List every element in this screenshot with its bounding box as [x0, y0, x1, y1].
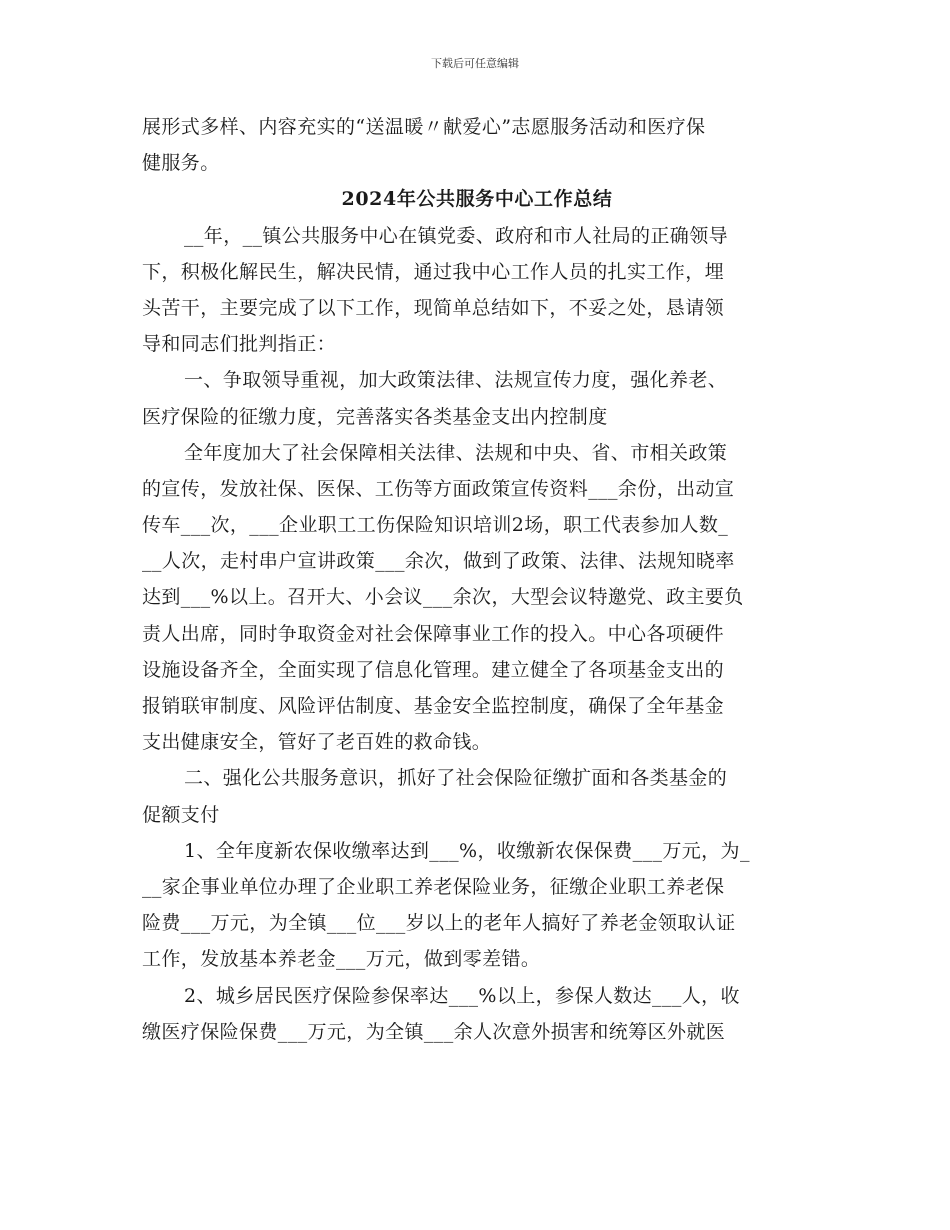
text-line: 促额支付	[142, 803, 220, 826]
page-header: 下载后可任意编辑	[431, 57, 519, 70]
text-line: 导和同志们批判指正：	[142, 333, 337, 356]
document-title: 2024年公共服务中心工作总结	[341, 188, 613, 211]
text-line: __家企事业单位办理了企业职工养老保险业务，征缴企业职工养老保	[142, 875, 725, 898]
text-line: 二、强化公共服务意识，抓好了社会保险征缴扩面和各类基金的	[184, 767, 728, 790]
text-line: 险费___万元，为全镇___位___岁以上的老年人搞好了养老金领取认证	[142, 912, 736, 935]
text-line: 的宣传，发放社保、医保、工伤等方面政策宣传资料___余份，出动宣	[142, 477, 735, 500]
text-line: 医疗保险的征缴力度，完善落实各类基金支出内控制度	[142, 405, 608, 428]
text-line: 支出健康安全，管好了老百姓的救命钱。	[142, 731, 492, 754]
text-line: 下，积极化解民生，解决民情，通过我中心工作人员的扎实工作，埋	[142, 260, 725, 283]
text-line: __人次，走村串户宣讲政策___余次，做到了政策、法律、法规知晓率	[142, 550, 735, 573]
text-line: 全年度加大了社会保障相关法律、法规和中央、省、市相关政策	[184, 441, 728, 464]
document-body	[142, 109, 812, 1050]
text-line: 工作，发放基本养老金___万元，做到零差错。	[142, 948, 541, 971]
text-line: 头苦干，主要完成了以下工作，现简单总结如下，不妥之处，恳请领	[142, 296, 725, 319]
text-line: 传车___次，___企业职工工伤保险知识培训2场，职工代表参加人数_	[142, 514, 729, 537]
text-line: 缴医疗保险保费___万元，为全镇___余人次意外损害和统筹区外就医	[142, 1020, 726, 1043]
text-line: 设施设备齐全，全面实现了信息化管理。建立健全了各项基金支出的	[142, 658, 725, 681]
text-line: 报销联审制度、风险评估制度、基金安全监控制度，确保了全年基金	[142, 695, 725, 717]
text-line: 一、争取领导重视，加大政策法律、法规宣传力度，强化养老、	[184, 369, 728, 392]
text-line: 达到___%以上。召开大、小会议___余次，大型会议特邀党、政主要负	[142, 586, 744, 609]
text-line: 责人出席，同时争取资金对社会保障事业工作的投入。中心各项硬件	[142, 622, 725, 645]
text-line: 展形式多样、内容充实的“送温暖〃献爱心”志愿服务活动和医疗保	[142, 116, 706, 138]
text-line: 健服务。	[142, 152, 220, 175]
text-line: __年，__镇公共服务中心在镇党委、政府和市人社局的正确领导	[184, 224, 729, 247]
text-line: 1、全年度新农保收缴率达到___%，收缴新农保保费___万元，为_	[184, 839, 750, 862]
text-line: 2、城乡居民医疗保险参保率达___%以上，参保人数达___人，收	[184, 984, 740, 1007]
